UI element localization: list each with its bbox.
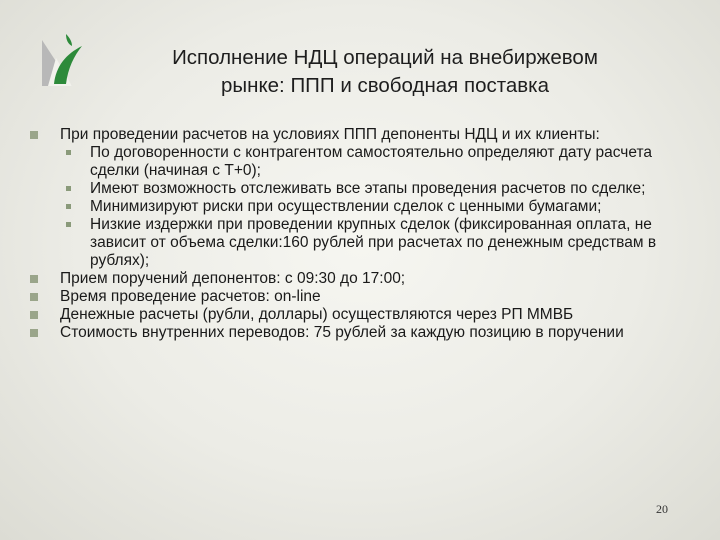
sub-bullet-item-2 (26, 180, 686, 198)
square-bullet-icon (30, 329, 38, 337)
page-title (100, 44, 670, 100)
sub-bullet-item-1 (26, 144, 686, 180)
logo-green-tip (66, 34, 72, 46)
sub-bullet-item-3 (26, 198, 686, 216)
sub-bullet-item-2-text: Имеют возможность отслеживать все этапы проведения расчетов по сделке; (90, 180, 646, 197)
bullet-item-3 (26, 288, 686, 306)
page-title-line-2: рынке: ППП и свободная поставка (221, 74, 549, 97)
square-bullet-icon (30, 311, 38, 319)
small-square-bullet-icon (66, 222, 71, 227)
sub-bullet-item-1-text: По договоренности с контрагентом самостоятельно определяют дату расчета сделки (начиная с Т+0); (90, 144, 653, 179)
bullet-item-5 (26, 324, 686, 342)
bullet-item-4-text: Денежные расчеты (рубли, доллары) осуществляются через РП ММВБ (60, 306, 574, 323)
sub-bullet-item-4 (26, 216, 686, 270)
bullet-item-2-text: Прием поручений депонентов: с 09:30 до 17:00; (60, 270, 406, 287)
square-bullet-icon (30, 275, 38, 283)
sub-bullet-item-4-text: Низкие издержки при проведении крупных сделок (фиксированная оплата, не зависит от объема сделки:160 рублей при расчетах по денежным средствам в рублях); (90, 216, 657, 269)
bullet-item-5-text: Стоимость внутренних переводов: 75 рублей за каждую позицию в поручении (60, 324, 624, 341)
small-square-bullet-icon (66, 150, 71, 155)
square-bullet-icon (30, 131, 38, 139)
small-square-bullet-icon (66, 186, 71, 191)
square-bullet-icon (30, 293, 38, 301)
small-square-bullet-icon (66, 204, 71, 209)
bullet-item-4 (26, 306, 686, 324)
bullet-list (26, 126, 686, 342)
bullet-item-1-text: При проведении расчетов на условиях ППП депоненты НДЦ и их клиенты: (60, 126, 600, 143)
page-title-line-1: Исполнение НДЦ операций на внебиржевом (172, 46, 598, 69)
page-number: 20 (656, 502, 668, 516)
bullet-item-2 (26, 270, 686, 288)
sub-bullet-item-3-text: Минимизируют риски при осуществлении сделок с ценными бумагами; (90, 198, 602, 215)
company-logo (26, 30, 86, 90)
bullet-item-1 (26, 126, 686, 144)
bullet-item-3-text: Время проведение расчетов: on-line (60, 288, 321, 305)
